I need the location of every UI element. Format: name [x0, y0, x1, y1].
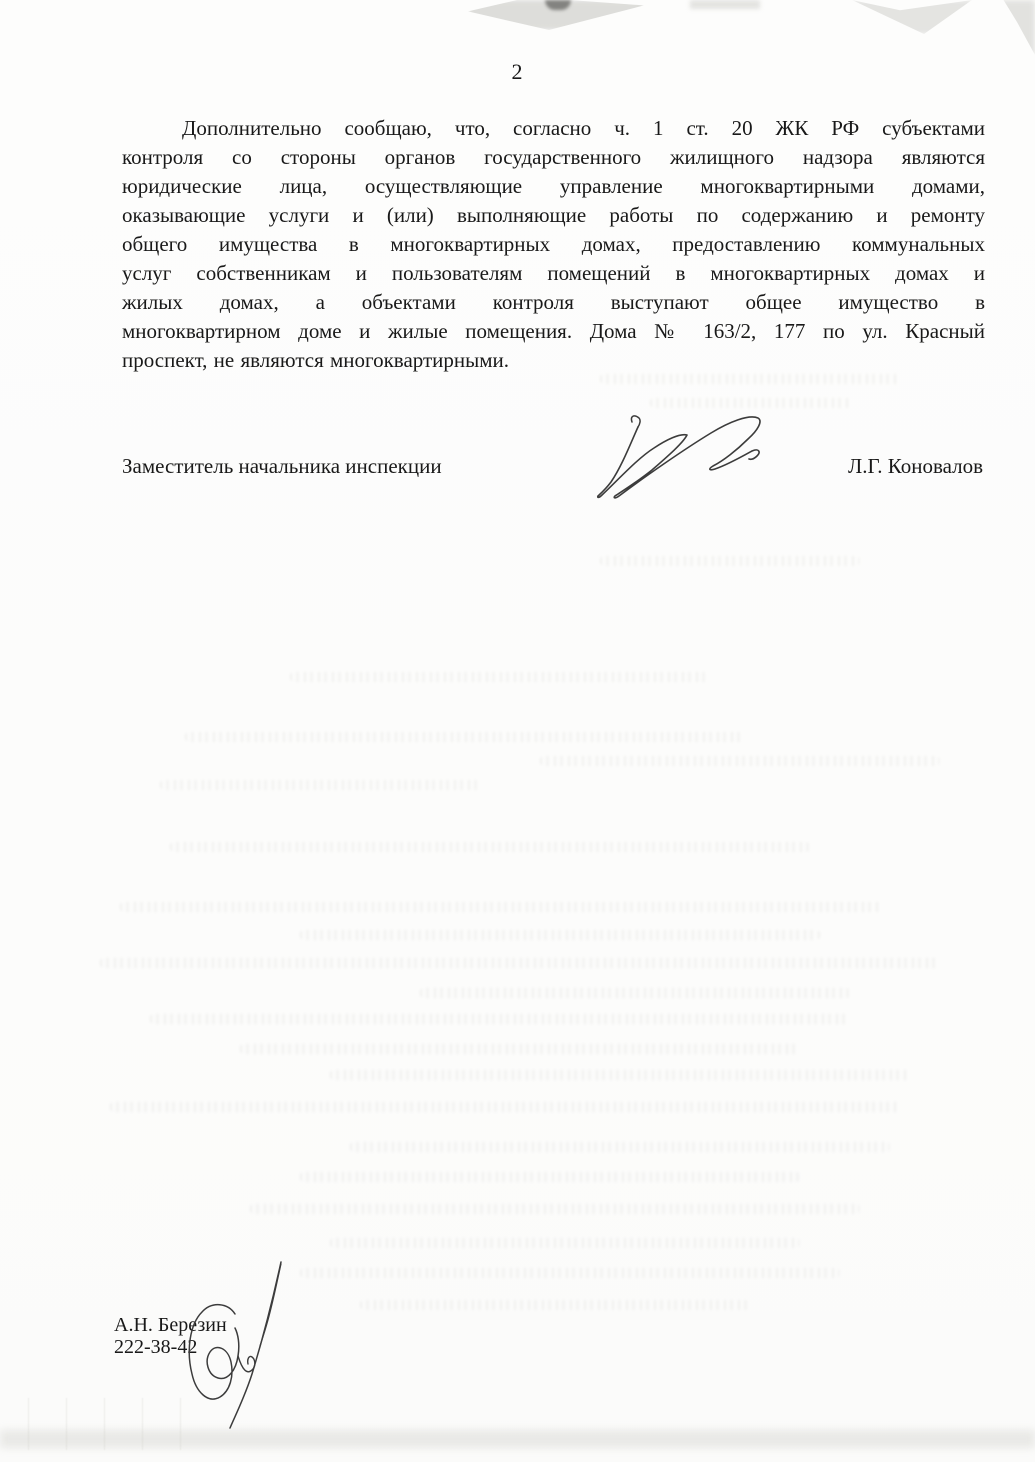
scan-shadow-artifact: [990, 0, 1035, 55]
bleedthrough-artifact: [300, 930, 820, 940]
signatory-name: Л.Г. Коновалов: [847, 454, 983, 478]
bleedthrough-artifact: [150, 1014, 850, 1024]
bleedthrough-artifact: [240, 1044, 800, 1054]
paragraph-line: юридические лица, осуществляющие управление многоквартирными домами,: [122, 174, 985, 198]
paragraph-line: проспект, не являются многоквартирными.: [122, 348, 510, 372]
bleedthrough-artifact: [160, 780, 480, 790]
paragraph-line: оказывающие услуги и (или) выполняющие работы по содержанию и ремонту: [122, 203, 985, 227]
bleedthrough-artifact: [100, 958, 940, 968]
bleedthrough-artifact: [600, 556, 860, 566]
paragraph-line: общего имущества в многоквартирных домах, предоставлению коммунальных: [122, 232, 985, 256]
bleedthrough-artifact: [110, 1102, 900, 1112]
executor-name: А.Н. Березин: [114, 1314, 227, 1336]
paragraph-line: многоквартирном доме и жилые помещения. Дома № 163/2, 177 по ул. Красный: [122, 319, 985, 343]
bleedthrough-artifact: [540, 756, 940, 766]
bleedthrough-artifact: [250, 1204, 860, 1214]
bleedthrough-artifact: [330, 1070, 910, 1080]
scan-shadow-artifact: [28, 1398, 188, 1450]
scan-shadow-artifact: [468, 0, 644, 30]
scan-shadow-artifact: [852, 0, 972, 34]
handwritten-signature-icon: [586, 404, 786, 514]
bleedthrough-artifact: [350, 1142, 890, 1152]
bleedthrough-artifact: [170, 842, 810, 852]
bleedthrough-artifact: [120, 902, 880, 912]
bleedthrough-artifact: [330, 1238, 800, 1248]
scan-shadow-artifact: [690, 0, 760, 9]
paragraph-line: контроля со стороны органов государственного жилищного надзора являются: [122, 145, 985, 169]
bleedthrough-artifact: [420, 988, 850, 998]
bleedthrough-artifact: [300, 1172, 800, 1182]
paragraph-line: услуг собственникам и пользователям помещений в многоквартирных домах и: [122, 261, 985, 285]
paragraph-line: Дополнительно сообщаю, что, согласно ч. 1 ст. 20 ЖК РФ субъектами: [182, 116, 985, 140]
scan-shadow-artifact: [545, 0, 571, 10]
bleedthrough-artifact: [300, 1268, 840, 1278]
paragraph-line: жилых домах, а объектами контроля выступают общее имущество в: [122, 290, 985, 314]
page-number: 2: [511, 59, 524, 84]
executor-phone: 222-38-42: [114, 1336, 198, 1358]
bleedthrough-artifact: [290, 672, 710, 682]
scan-shadow-artifact: [0, 1430, 1035, 1448]
signatory-title: Заместитель начальника инспекции: [122, 454, 442, 478]
bleedthrough-artifact: [360, 1300, 750, 1310]
executor-paraph-icon: [178, 1256, 298, 1436]
body-paragraph: [122, 114, 985, 375]
bleedthrough-artifact: [185, 732, 745, 742]
bleedthrough-artifact: [600, 374, 900, 384]
